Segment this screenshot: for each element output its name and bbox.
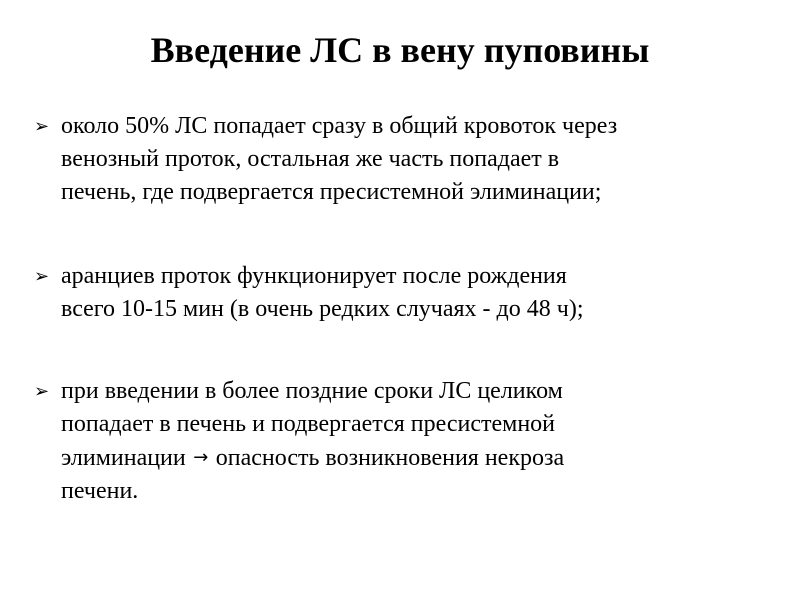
bullet-text [61,260,794,326]
bullet-item [34,375,794,508]
bullet-item [34,260,794,326]
bullet-arrow-icon: ➢ [34,381,50,401]
bullet-line: аранциев проток функционирует после рождения [61,263,567,289]
bullet-line: печень, где подвергается пресистемной элиминации; [61,179,602,205]
bullet-arrow-icon: ➢ [34,266,50,286]
bullet-arrow-icon: ➢ [34,116,50,136]
bullet-item [34,110,794,209]
bullet-line-part: элиминации [61,445,186,471]
slide-title: Введение ЛС в вену пуповины [150,30,650,70]
bullet-line: венозный проток, остальная же часть попадает в [61,146,560,172]
bullet-line [61,441,794,475]
bullet-line: попадает в печень и подвергается пресистемной [61,411,556,437]
bullet-line: печени. [61,478,139,504]
bullet-line-part: опасность возникновения некроза [215,445,565,471]
bullet-line: около 50% ЛС попадает сразу в общий кровоток через [61,113,618,139]
bullet-text [61,375,794,508]
right-arrow-icon: → [193,447,209,468]
bullet-line: при введении в более поздние сроки ЛС целиком [61,378,563,404]
bullet-text [61,110,794,209]
bullet-line: всего 10-15 мин (в очень редких случаях - до 48 ч); [61,296,584,322]
